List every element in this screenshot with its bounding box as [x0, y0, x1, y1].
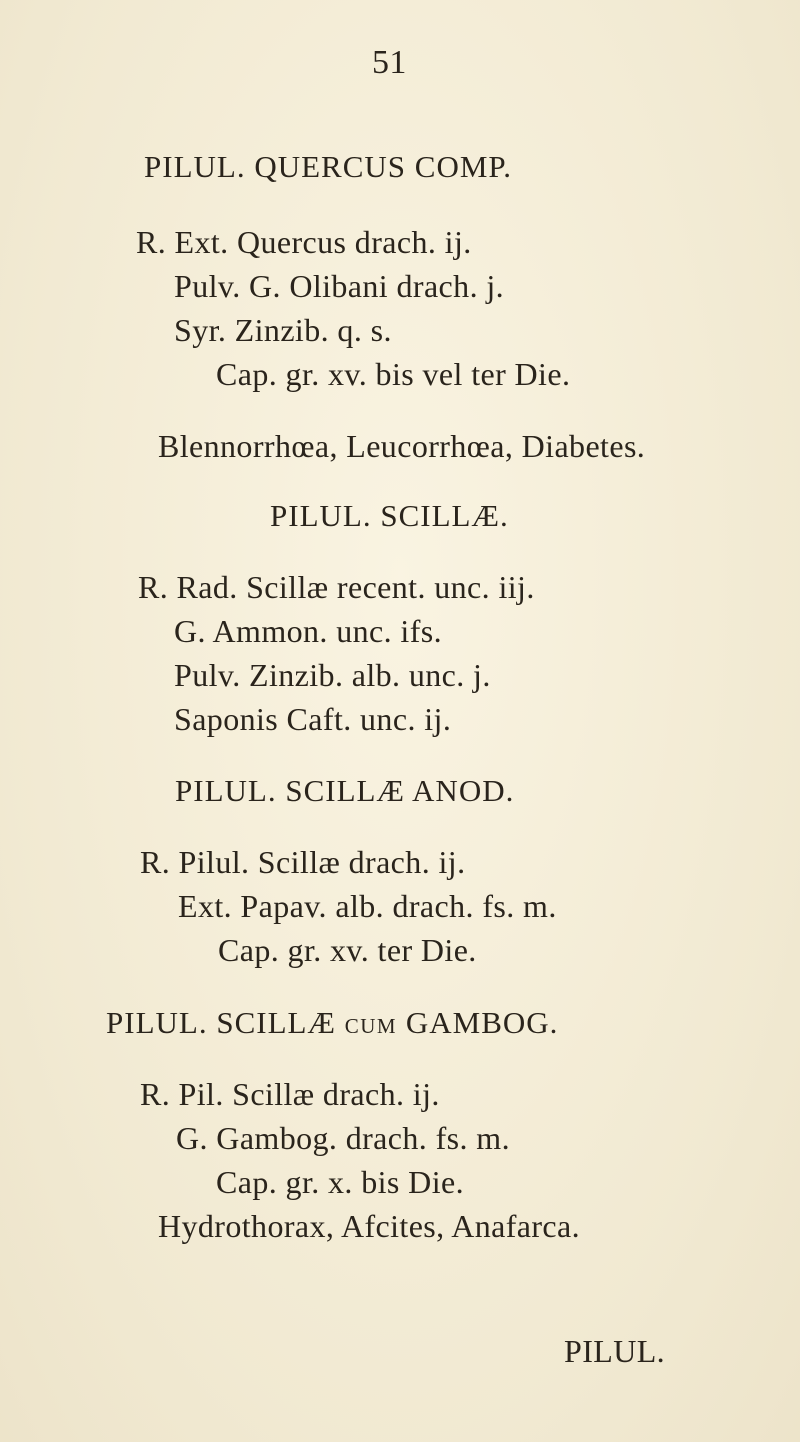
indications-line: Hydrothorax, Afcites, Anafarca. [158, 1208, 581, 1244]
section-heading-scillae: PILUL. SCILLÆ. [270, 498, 509, 533]
heading-part-small-caps: CUM [344, 1014, 398, 1038]
recipe-line: Pulv. G. Olibani drach. j. [174, 268, 505, 304]
indications-line: Blennorrhœa, Leucorrhœa, Diabetes. [158, 428, 646, 464]
recipe-line: R. Rad. Scillæ recent. unc. iij. [138, 569, 535, 605]
catchword: PILUL. [564, 1333, 666, 1369]
recipe-line: R. Pil. Scillæ drach. ij. [140, 1076, 440, 1112]
dosage-line: Cap. gr. xv. ter Die. [218, 932, 477, 968]
recipe-line: R. Ext. Quercus drach. ij. [136, 224, 472, 260]
recipe-line: G. Ammon. unc. ifs. [174, 613, 443, 649]
recipe-line: Ext. Papav. alb. drach. fs. m. [178, 888, 557, 924]
dosage-line: Cap. gr. x. bis Die. [216, 1164, 464, 1200]
section-heading-quercus: PILUL. QUERCUS COMP. [144, 149, 512, 184]
recipe-line: G. Gambog. drach. fs. m. [176, 1120, 510, 1156]
recipe-line: Saponis Caft. unc. ij. [174, 701, 452, 737]
section-heading-scillae-anod: PILUL. SCILLÆ ANOD. [175, 773, 515, 808]
heading-part: GAMBOG. [405, 1005, 559, 1040]
recipe-line: Pulv. Zinzib. alb. unc. j. [174, 657, 491, 693]
page-number: 51 [372, 44, 407, 81]
recipe-line: Syr. Zinzib. q. s. [174, 312, 392, 348]
recipe-line: R. Pilul. Scillæ drach. ij. [140, 844, 466, 880]
heading-part: PILUL. SCILLÆ [106, 1005, 336, 1040]
section-heading-scillae-gambog [106, 1004, 558, 1045]
dosage-line: Cap. gr. xv. bis vel ter Die. [216, 356, 571, 392]
